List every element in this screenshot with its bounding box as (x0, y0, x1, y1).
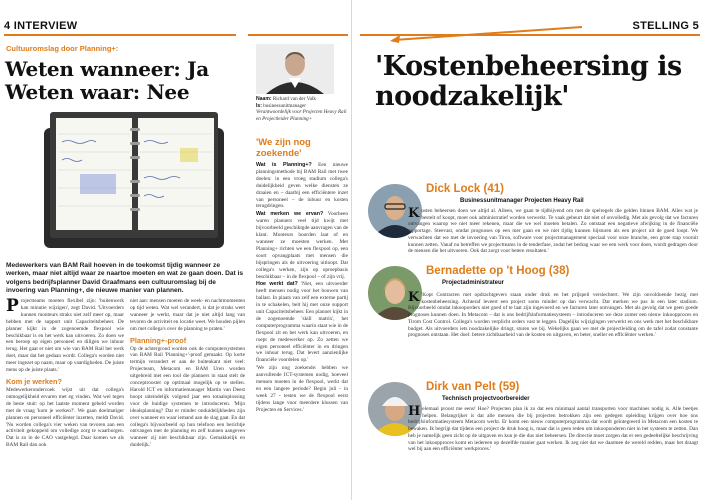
paragraph: rojectteams moeten flexibel zijn: 'buitenwerk kan minutie wijzigen', zegt David. 'Uitvoerders kunnen monteurs straks niet zelf meer op, maar hebben met de support unit Capaciteitsbeheer. De planner kijkt in de zogenoemde flexpool wie beschikbaar is en het werk kan uitvoeren. Zo doen we een beroep op eigen personeel en diligen we inhuur terug. Het gaat er niet om wie van BAM Rail het werk doet, maar dat het gedaan wordt. Collega's worden niet meer ingezet op naam, maar op vaardigheden. De juiste mens op de juiste plaats.' (6, 298, 124, 374)
header-rule (4, 34, 236, 36)
question: Hoe werkt dat? (256, 281, 298, 288)
portrait-photo (256, 44, 334, 94)
question: Wat merken we ervan? (256, 211, 324, 218)
quote-body: osten beheersen doen we altijd al. Alleen, we gaan te tijdbijvend om met de spelregels die gelden binnen BAM. Alles wat je bestelt of koopt, moet ook administratief worden verwerkt. Te vaak gebeurt dat niet of onvolledig. Met als gevolg dat we facturen ontvangen waarop we niet meer rekenen, maar die we wel moeten betalen. Zo ontstaat een negatieve afwijking in de financiële rapportage. Steevast, omdat prognoses op een mer gaan en we niet tijdig kunnen bijsturen als een project uit de goed loopt. We verwachten dat we met de invoering van Tiron, software voor projectmanagement speciaal voor onze branche, een grote stap vooruit kunnen zetten. Vanaf nu betreffen we projectteams in de tenderfase, zodat het bedrag waar we een werk voor doen, wordt gedragen door de mensen die het uitvoeren. Ook dat zorgt voor betere resultaten.' (408, 208, 698, 255)
person-role: Projectadministrateur (442, 280, 505, 286)
paragraph: niet aan: mensen moeten de week- en nachtmomenten op tijd weten. Wat wel verandert, is dat je straks weet wanneer je werkt, maar dat je niet altijd lang van tevoren de activiteit en locatie weet. We houden pijlen om met collega's over de planning te praten.' (130, 298, 245, 332)
sidebar-body (256, 162, 348, 415)
section-header: 4 INTERVIEW (4, 20, 78, 32)
article-column-2 (130, 298, 245, 450)
subheading: Kom je werken? (6, 376, 62, 386)
person-name: Dick Lock (41) (426, 183, 504, 195)
quote-body: elemaal proost me eens! Hoe? Projecten plan ik zo dat een minimaal aantal transporten voor machines nodig is. Alle beetjes helpen. Belangrijker is dat alle mensen die bij projecten betrokken zijn een gedegen opleiding krijgen over hoe ons bedrijfsinformatiesysteem Metacom werkt. Er komt een nieuw computerprogramma dat wordt geïntegreerd in Metacom een kosten te bewaken. Ik begrijp dat tijdens een project de druk hoog is, maar dat is geen reden om inkooponderen niet in het systeem te zetten. Dan heb je namelijk geen zicht op de uitgaven en kun je die dus niet beheersen. De directie moet zorgen dat er een gedeeltelijke beschrijving van het inkoopproces komt en iedereen op dezelfde manier gaat werken. Ik zeg niet dat we daarmee de wereld redden, maar het draagt wel bij aan een efficiënter werkproces.' (408, 406, 698, 453)
answer: Een nieuwe planningsmethode bij BAM Rail met twee doelen: in een vroeg stadium collega's duidelijkheid geven welke diensten ze draaien en – daarbij een efficiëntere inzet van personeel – de inhuur en kosten terugdringen. (256, 162, 348, 210)
quote-text (408, 208, 698, 255)
answer: Voorheen waren planners veel tijd kwijt met bijvoorbeeld geschiktgde aanvragen van de klant. Monteurs hoorden laat of en wanneer ze moesten werken. Met Planning+ richten we een flexpool op, een soort opvangplaats met mensen die bijspringen als de uitvoering uitloopt. Dat collega's werken, zijn op oproepbasis beschikbaar – in de flexpool – of zijn vrij. (256, 211, 348, 280)
sidebar-meta (256, 96, 348, 122)
answer: 'Niet, een uitvoerder heeft mensen nodig voor het bouwen van ballast. In plaats van zelf een externe partij in te schakelen, belt hij met onze support unit Capaciteitsbeheer. Een planner kijkt in de zogenoemde 'skill matrix', het computerprogramma waarin staat wie in de flexpool zit en het werk kan uitvoeren, en roept de medewerker op. Zo zetten we eigen personeel efficiënter in en dringen we inhuur terug. Dat levert aanzienlijke financiële voordelen op.' (256, 281, 348, 364)
role-label: Is: (256, 102, 262, 109)
question: Wat is Planning+? (256, 162, 312, 168)
intro-text: Medewerkers van BAM Rail hoeven in de toekomst tijdig wanneer ze werken, maar niet altijd waar ze naartoe moeten en wat ze gaan doen. Dat is volgens bedrijfsplanner David Graafmans een cultuuromslag bij de invoering van Planning+, de nieuwe manier van plannen. (6, 262, 244, 294)
person-name: Bernadette op 't Hoog (38) (426, 265, 570, 277)
quote-text (408, 406, 698, 453)
kicker: Cultuuromslag door Planning+: (6, 44, 119, 53)
paragraph: Op de achtergrond worden ook de computersystemen van BAM Rail 'Planning+'-proof gemaakt. Op korte termijn verandert er aan de buitenkant niet veel: Projecteam, Metacom en BAM Uren worden uitgebreid met een tool die planners in staat stelt de conceptrooster op optimaal mogelijk op te stellen. Harold ICT en informatiemanager Martin van Deest hoopt uiteindelijk volgend jaar een totaaloplossing voor de huidige systemen te introduceren. 'Mijn idealsplanning? Dat er minder onduidelijkheden zijn over wanneer en waar iemand aan de slag gaat. En dat collega's bijvoorbeeld op hun telefoon een berichtje ontvangen met de planning en zelf kunnen aangeven wanneer zij niet beschikbaar zijn. Gemakkelijk en duidelijk.' (130, 345, 245, 449)
person-name: Dirk van Pelt (59) (426, 381, 520, 393)
sidebar-title: 'We zijn nog zoekende' (256, 137, 311, 159)
quote-text (408, 292, 698, 339)
left-page (0, 0, 352, 500)
name-label: Naam: (256, 96, 272, 102)
person-role: Technisch projectvoorbereider (442, 396, 530, 402)
paragraph: Medewerkerondercoek wijst uit dat collega's onmogelijkheid ervaren met eg vinden. Wat wel tegen de beste stuit: op het laatste moment gebeld worden met de vraag 'kom je werken?'. We gaan doelmatiger plannen en personeel efficiënter inzetten, meldt David. 'Nu worden collega's vier weken van tevoren aan een activiteit gekoppeld om volledige zorg te waarborgen. Dat is zo in de CAO vastgelegd. Daar komen we als BAM Rail dan ook (6, 386, 124, 449)
person-name: Richard van der Valk (272, 96, 316, 102)
article-column-1 (6, 298, 124, 450)
drop-cap: K (408, 206, 420, 221)
role-detail: Verantwoordelijk voor Projecten Heavy Rail en Projectleider Planning+ (256, 109, 347, 122)
sidebar-rule (248, 34, 348, 36)
person-role: Businessunitmanager Projecten Heavy Rail (460, 198, 584, 204)
drop-cap: K (408, 290, 420, 305)
arrow-graphic (388, 24, 588, 46)
quote-body: 'Kopt Contracten met opdrachtgevers staan onder druk en het prijspeil verslechtert. We zijn onvoldoende bezig met kostenbeheersing. Achteraf leveert een project soms minder op dan verwacht. Dat merken we pas in een later stadium. Bijvoorbeeld omdat inkooporders niet goed of te laat zijn ingevoerd en we facturen later ontvangen. Met als gevolg dat we geen goede prognoses kunnen doen. In Metacom – dat is ons bedrijfsinformatiesysteem – introduceren we deze zomer een nieuw inkoopproces en Tirom Cost Control. Collega's worden verplicht orders vast te leggen. Dagelijks wijzigingen verwerkt en ons werk met het beschikbare budget. Als uitvoerders iets noodzakelijke dringt, sturen we bij. Wekelijks gaan we met de projectleiding om de tafel zodat constante prognoses ontstaan. Het doel: betere zichtbaarheid van de kosten en uitgaven, en beter, sneller en efficiënter werken.' (408, 292, 698, 339)
drop-cap: P (6, 296, 19, 316)
person-role: businessunitmanager (263, 102, 306, 109)
planner-illustration (40, 108, 230, 253)
drop-cap: H (408, 404, 421, 419)
subheading: Planning+-proof (130, 335, 187, 345)
section-header: STELLING 5 (632, 20, 699, 32)
headline-stelling: 'Kostenbeheersing is noodzakelijk' (375, 51, 682, 112)
headline: Weten wanneer: Ja Weten waar: Nee (5, 57, 209, 104)
paragraph: 'We zijn nog zoekende: hebben we aanvullende ICT-systemen nodig, hoeveel mensen moeten in de flexpool, werkt dat en een langere periode? Begin juli - in week 27 - testen we de flexpool eerst tijdens lange voor meerdere klussen van Projecten en Services.' (256, 365, 348, 413)
